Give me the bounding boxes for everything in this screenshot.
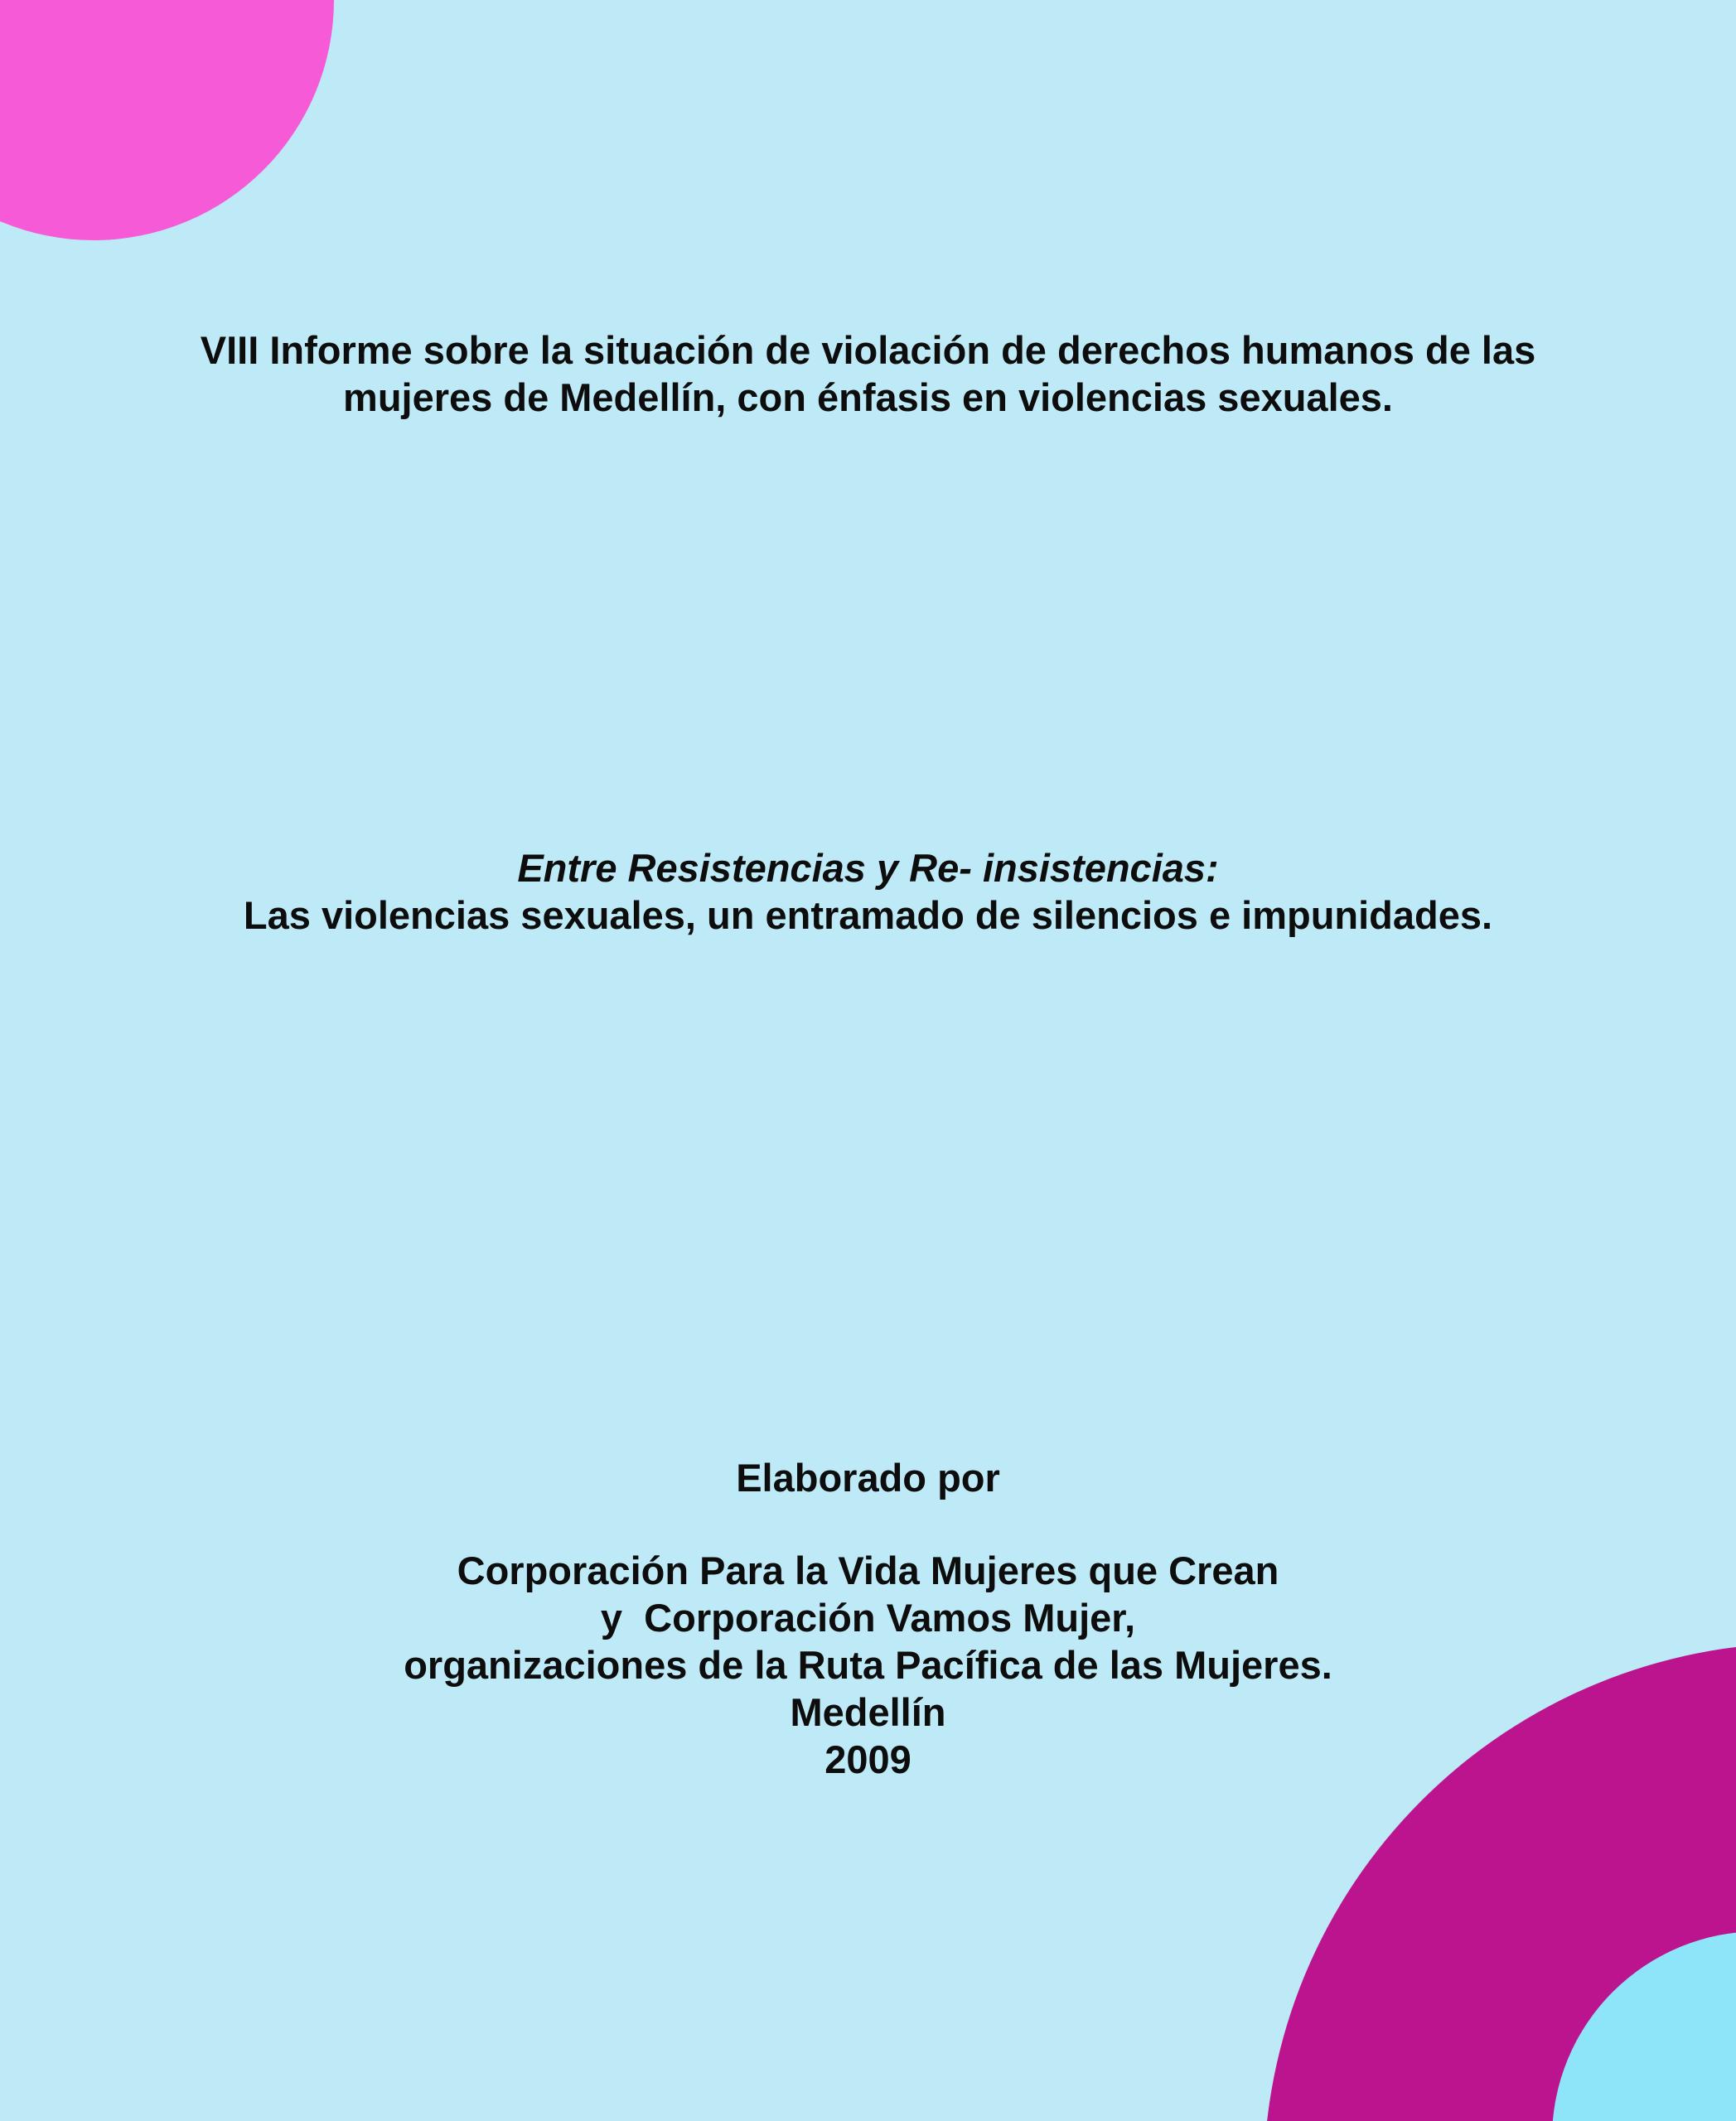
report-title bbox=[0, 326, 1736, 421]
report-title-line-2: mujeres de Medellín, con énfasis en violencias sexuales. bbox=[343, 375, 1393, 419]
subtitle-italic-line: Entre Resistencias y Re- insistencias: bbox=[517, 846, 1219, 890]
decorative-pink-circle bbox=[0, 0, 334, 240]
organization-line-2: y Corporación Vamos Mujer, bbox=[600, 1596, 1136, 1640]
report-title-line-1: VIII Informe sobre la situación de violación de derechos humanos de las bbox=[200, 328, 1536, 372]
organization-line-1: Corporación Para la Vida Mujeres que Crean bbox=[457, 1548, 1279, 1592]
credits bbox=[0, 1454, 1736, 1783]
organization-line-3: organizaciones de la Ruta Pacífica de las Mujeres. bbox=[404, 1643, 1332, 1687]
subtitle-line-2: Las violencias sexuales, un entramado de silencios e impunidades. bbox=[243, 893, 1493, 937]
credits-spacer bbox=[0, 1501, 1736, 1547]
city: Medellín bbox=[790, 1690, 946, 1734]
subtitle bbox=[0, 844, 1736, 939]
credits-label: Elaborado por bbox=[736, 1456, 1000, 1500]
year: 2009 bbox=[824, 1737, 912, 1781]
